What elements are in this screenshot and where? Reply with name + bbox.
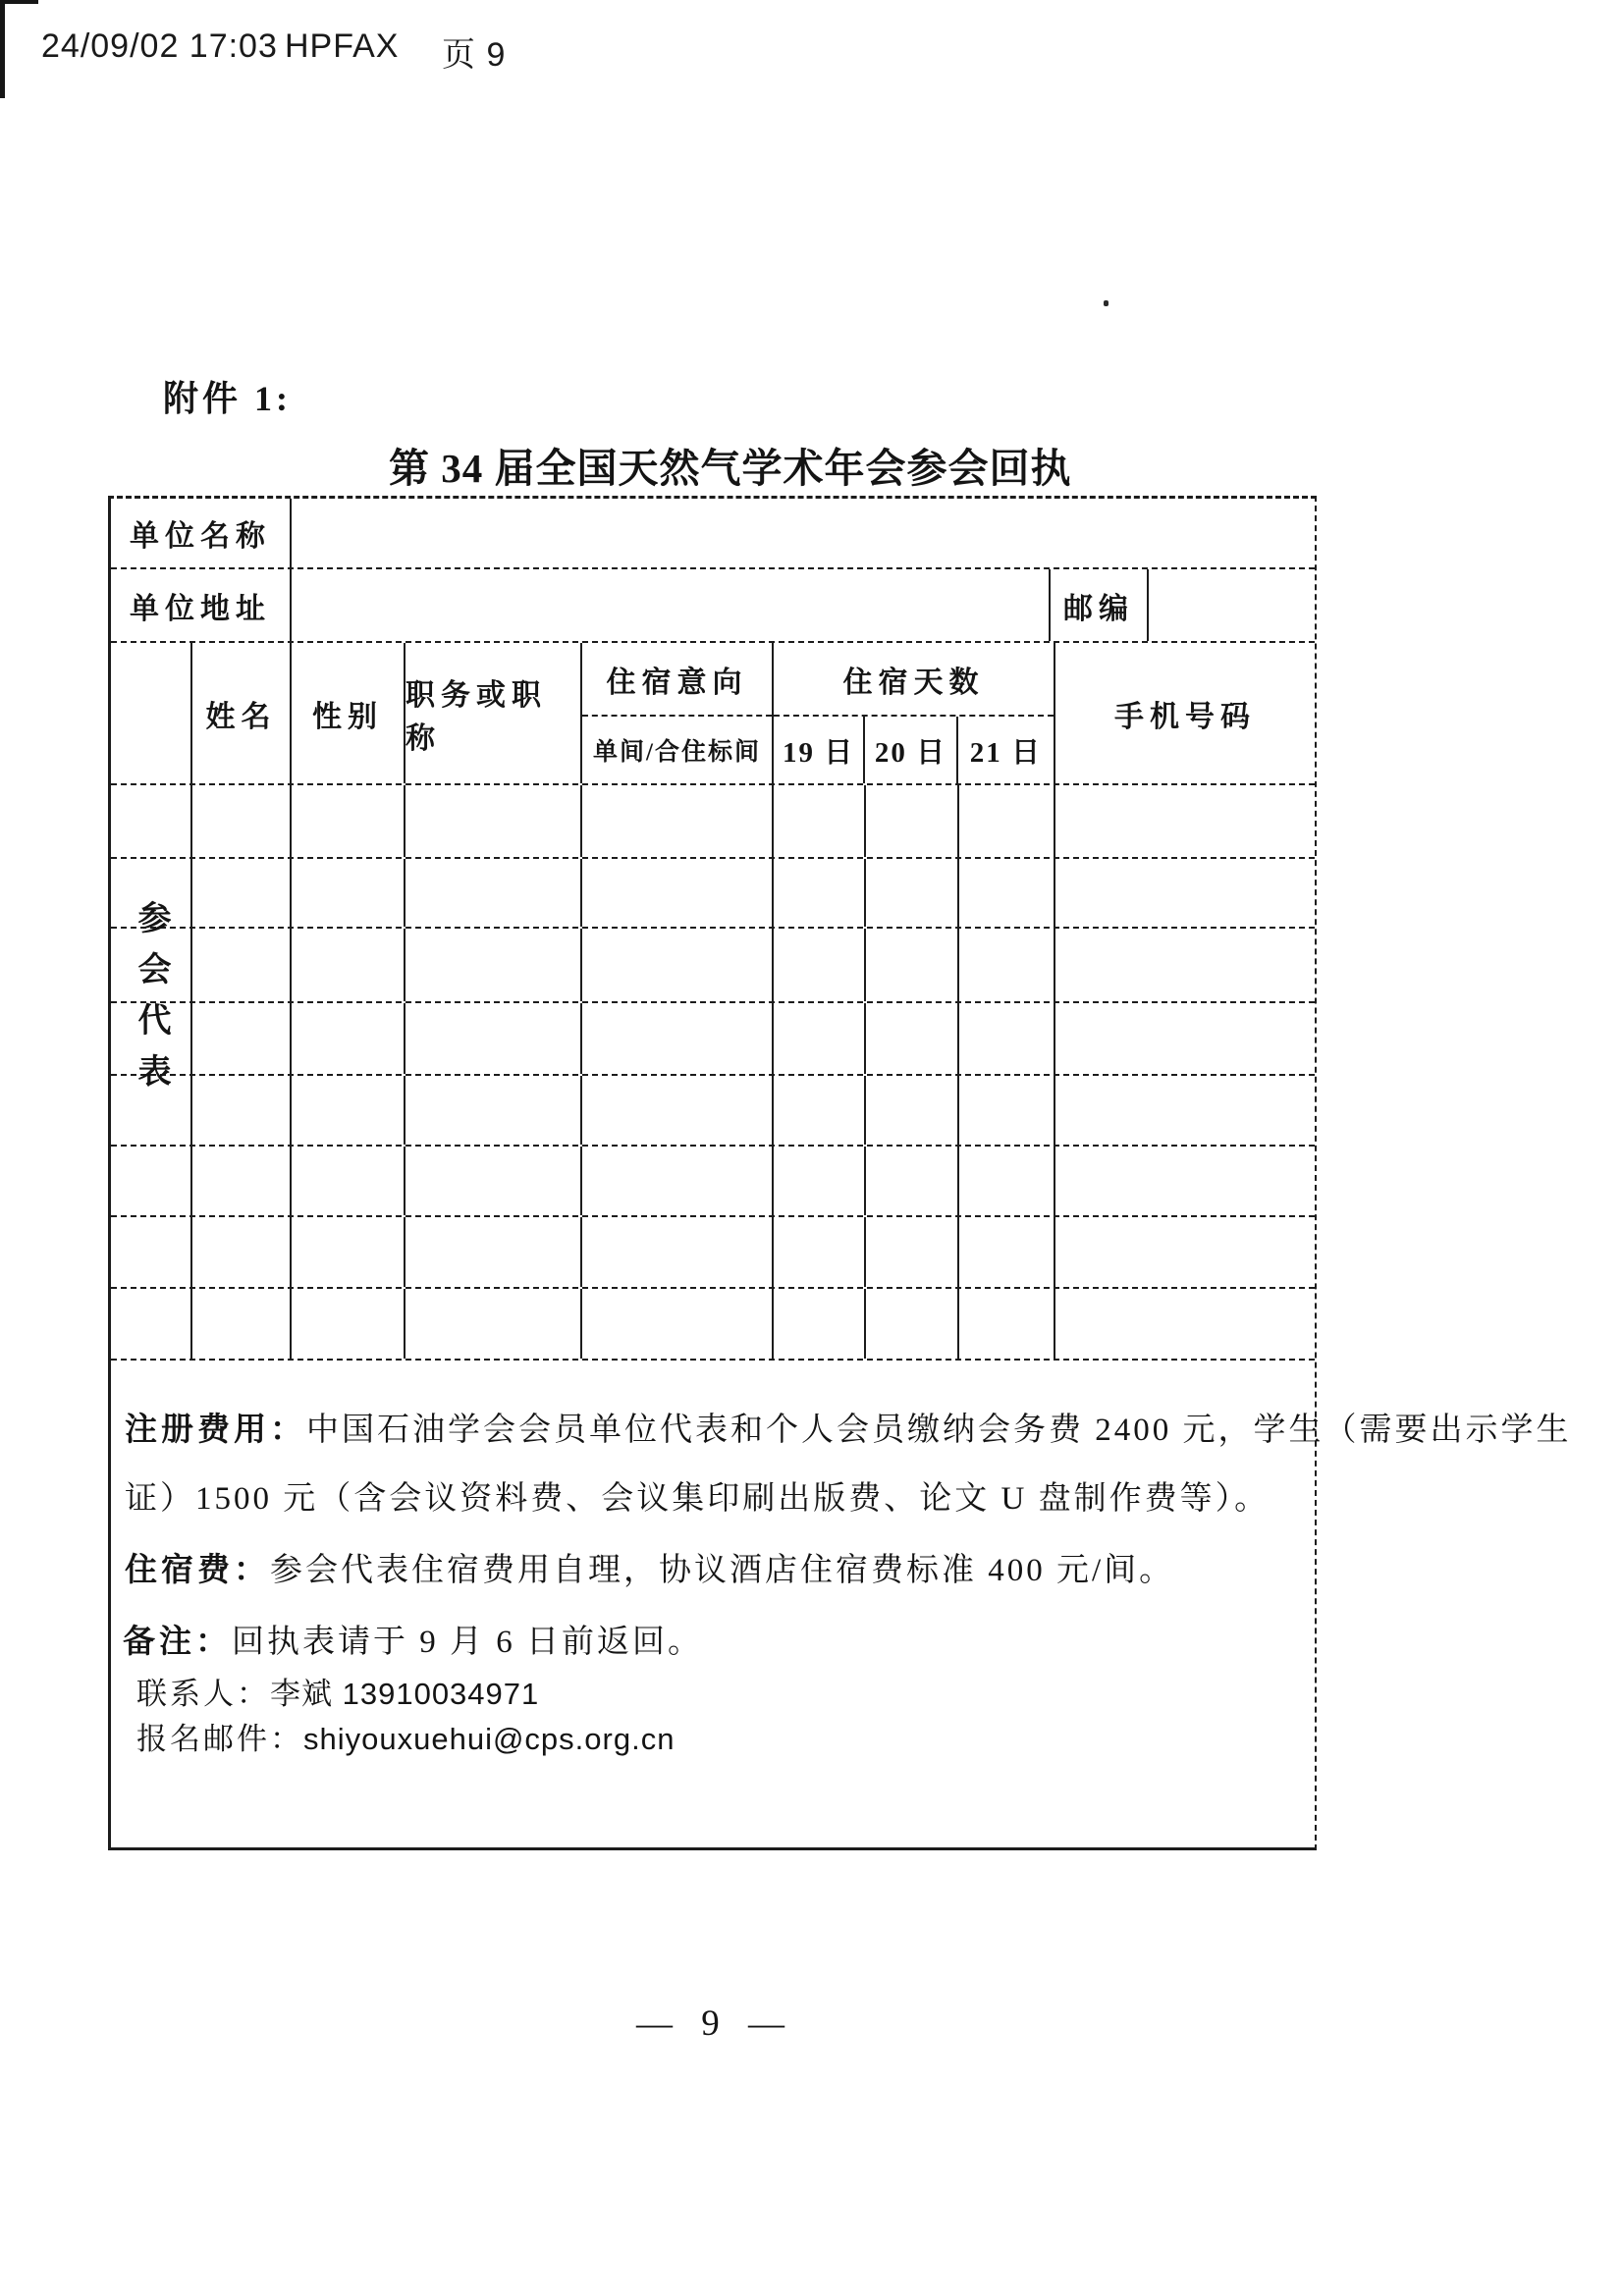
delegates-label: 参会代表	[133, 899, 169, 1104]
cell-room-type	[582, 785, 774, 857]
note-contact-person	[136, 1669, 539, 1713]
table-row	[111, 1217, 1315, 1289]
remark-text: 回执表请于 9 月 6 日前返回。	[232, 1625, 703, 1660]
cell-mobile	[1055, 859, 1315, 927]
col-header-position: 职务或职称	[406, 643, 582, 783]
cell-day20	[866, 1003, 959, 1074]
cell-gender	[292, 785, 406, 857]
cell-day20	[866, 1076, 959, 1145]
col-header-name: 姓名	[192, 643, 292, 783]
note-stay-fee	[125, 1544, 1174, 1590]
reply-form-table	[111, 499, 1315, 1361]
cell-name	[192, 859, 292, 927]
cell-day19	[774, 859, 866, 927]
postcode-value-field	[1149, 569, 1315, 641]
cell-day21	[959, 785, 1055, 857]
cell-room-type	[582, 1076, 774, 1145]
col-header-stay-intent: 住宿意向	[582, 643, 772, 717]
email-address: shiyouxuehui@cps.org.cn	[303, 1722, 676, 1756]
day-subheader-row	[774, 717, 1054, 783]
cell-day20	[866, 929, 959, 1001]
cell-position	[406, 1217, 582, 1287]
cell-mobile	[1055, 1076, 1315, 1145]
cell-day19	[774, 1076, 866, 1145]
cell-gender	[292, 859, 406, 927]
cell-name	[192, 785, 292, 857]
cell-day20	[866, 785, 959, 857]
delegates-rowspan-cell	[111, 643, 192, 1361]
registration-fee-text1: 中国石油学会会员单位代表和个人会员缴纳会务费 2400 元，学生（需要出示学生	[306, 1413, 1572, 1448]
table-row	[111, 859, 1315, 929]
cell-position	[406, 1003, 582, 1074]
fax-datetime: 24/09/02 17:03	[41, 27, 278, 65]
table-row	[111, 929, 1315, 1003]
col-header-day19: 19 日	[774, 717, 865, 783]
cell-gender	[292, 929, 406, 1001]
note-registration-fee-line1	[125, 1404, 1572, 1450]
registration-fee-text2: 证）1500 元（含会议资料费、会议集印刷出版费、论文 U 盘制作费等）。	[125, 1481, 1271, 1517]
cell-position	[406, 929, 582, 1001]
registration-fee-label: 注册费用：	[125, 1413, 306, 1448]
stay-fee-label: 住宿费：	[125, 1553, 270, 1588]
stay-fee-text: 参会代表住宿费用自理，协议酒店住宿费标准 400 元/间。	[270, 1553, 1175, 1588]
cell-room-type	[582, 1217, 774, 1287]
cell-position	[406, 1289, 582, 1359]
cell-day21	[959, 1289, 1055, 1359]
cell-gender	[292, 1289, 406, 1359]
cell-day21	[959, 929, 1055, 1001]
cell-day20	[866, 859, 959, 927]
col-header-stay-days: 住宿天数	[774, 643, 1054, 717]
cell-day19	[774, 1217, 866, 1287]
remark-label: 备注：	[123, 1625, 232, 1660]
scan-corner-artifact	[0, 0, 38, 98]
cell-position	[406, 859, 582, 927]
cell-mobile	[1055, 1217, 1315, 1287]
cell-gender	[292, 1003, 406, 1074]
cell-position	[406, 1147, 582, 1215]
col-header-day20: 20 日	[865, 717, 957, 783]
note-registration-fee-line2	[125, 1472, 1270, 1519]
scan-speck-artifact	[1104, 300, 1108, 306]
table-row	[111, 1003, 1315, 1076]
cell-day19	[774, 1289, 866, 1359]
cell-mobile	[1055, 1003, 1315, 1074]
table-row	[111, 1076, 1315, 1147]
cell-gender	[292, 1076, 406, 1145]
table-header-row	[111, 643, 1315, 785]
cell-mobile	[1055, 1289, 1315, 1359]
cell-day21	[959, 1003, 1055, 1074]
cell-name	[192, 1076, 292, 1145]
cell-name	[192, 1003, 292, 1074]
cell-room-type	[582, 929, 774, 1001]
unit-name-label: 单位名称	[111, 499, 292, 567]
row-unit-name	[111, 499, 1315, 569]
fax-sender-id: HPFAX	[285, 27, 400, 65]
cell-room-type	[582, 1289, 774, 1359]
cell-mobile	[1055, 1147, 1315, 1215]
fax-page-indicator: 页 9	[442, 36, 507, 74]
cell-day20	[866, 1147, 959, 1215]
note-registration-email	[136, 1714, 675, 1758]
cell-mobile	[1055, 929, 1315, 1001]
row-unit-address	[111, 569, 1315, 643]
cell-name	[192, 1289, 292, 1359]
cell-position	[406, 785, 582, 857]
cell-name	[192, 1217, 292, 1287]
contact-label: 联系人：	[136, 1677, 270, 1711]
table-row	[111, 1147, 1315, 1217]
unit-address-value-field	[292, 569, 1051, 641]
form-outer-box	[108, 496, 1572, 1850]
cell-name	[192, 929, 292, 1001]
cell-day19	[774, 785, 866, 857]
cell-name	[192, 1147, 292, 1215]
col-header-day21: 21 日	[969, 736, 1042, 769]
cell-room-type	[582, 1003, 774, 1074]
cell-gender	[292, 1147, 406, 1215]
page-title: 第 34 届全国天然气学术年会参会回执	[389, 446, 1072, 491]
contact-name-phone: 李斌 13910034971	[270, 1677, 540, 1711]
page-number: — 9 —	[636, 2003, 794, 2044]
cell-day19	[774, 929, 866, 1001]
cell-day19	[774, 1147, 866, 1215]
attachment-label: 附件 1:	[163, 379, 292, 418]
cell-day20	[866, 1217, 959, 1287]
email-label: 报名邮件：	[136, 1722, 303, 1756]
cell-day21	[959, 859, 1055, 927]
cell-room-type	[582, 1147, 774, 1215]
cell-position	[406, 1076, 582, 1145]
table-row	[111, 785, 1315, 859]
table-row	[111, 1289, 1315, 1361]
cell-day20	[866, 1289, 959, 1359]
unit-address-label: 单位地址	[111, 569, 292, 641]
col-header-stay-days-group	[774, 643, 1055, 783]
cell-day21	[959, 1076, 1055, 1145]
cell-mobile	[1055, 785, 1315, 857]
col-header-gender: 性别	[292, 643, 406, 783]
col-header-stay-intent-group	[582, 643, 774, 783]
unit-name-value-field	[292, 499, 1315, 567]
cell-day21	[959, 1147, 1055, 1215]
note-remark	[123, 1616, 703, 1662]
cell-day19	[774, 1003, 866, 1074]
col-header-room-type: 单间/合住标间	[593, 739, 761, 766]
col-header-mobile: 手机号码	[1114, 700, 1256, 733]
cell-gender	[292, 1217, 406, 1287]
cell-room-type	[582, 859, 774, 927]
cell-day21	[959, 1217, 1055, 1287]
postcode-label: 邮编	[1051, 569, 1149, 641]
